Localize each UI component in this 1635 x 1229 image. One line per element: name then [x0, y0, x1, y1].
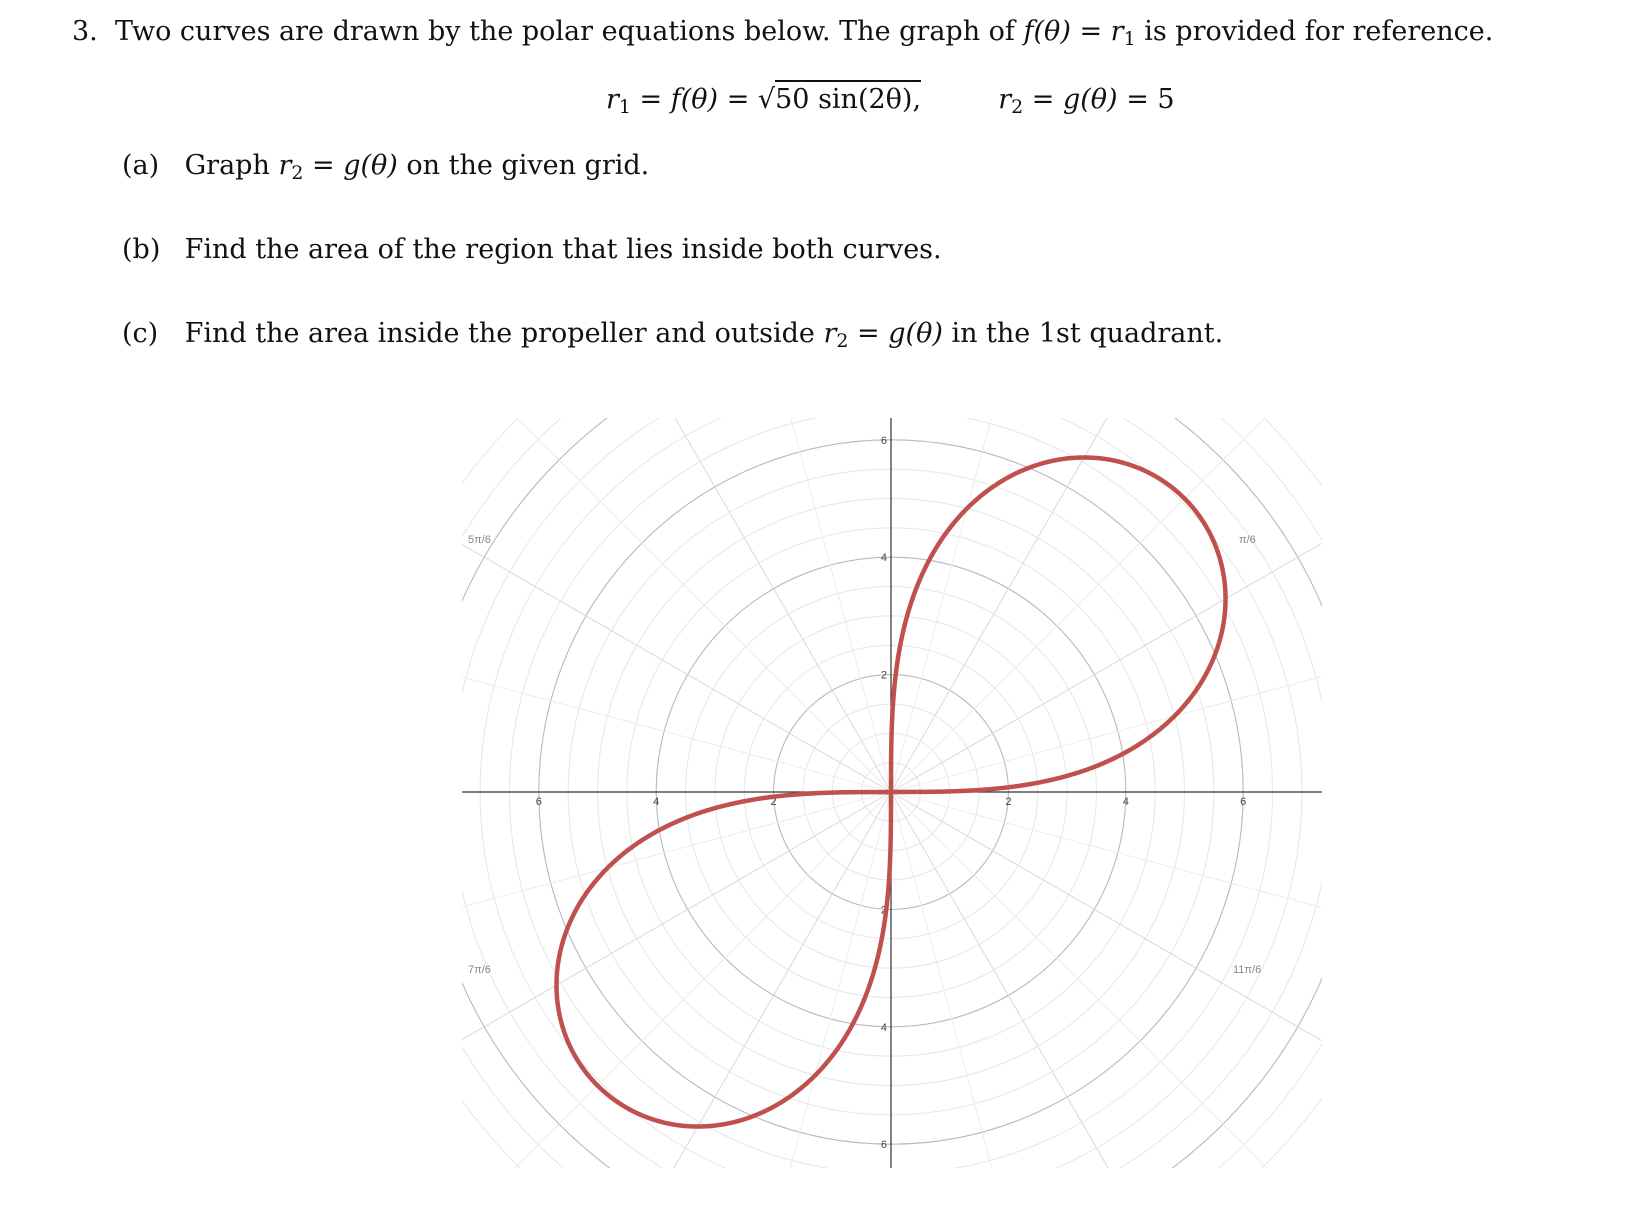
part-c-label: (c): [122, 318, 159, 349]
polar-graph[interactable]: [462, 418, 1322, 1168]
grid-radial-line: [891, 792, 1322, 1168]
y-tick-label: 2: [880, 669, 887, 682]
part-c: (c) Find the area inside the propeller and outside r2 = g(θ) in the 1st quadrant.: [122, 318, 1224, 353]
sqrt-argument: 50 sin(2θ),: [775, 80, 921, 115]
y-tick-label: 6: [880, 1139, 887, 1152]
grid-radial-line: [462, 792, 891, 1168]
intro-text-a: Two curves are drawn by the polar equations below. The graph of: [114, 16, 1015, 47]
angle-label: 7π/6: [468, 964, 491, 976]
grid-radial-line: [462, 418, 891, 792]
y-tick-label: 4: [880, 552, 887, 565]
x-tick-label: 4: [653, 796, 660, 808]
r1-symbol: r1: [1110, 16, 1136, 51]
grid-radial-line: [462, 418, 891, 792]
part-b-label: (b): [122, 234, 161, 265]
y-tick-label: 2: [880, 904, 887, 917]
part-a: (a) Graph r2 = g(θ) on the given grid.: [122, 150, 650, 185]
grid-radial-line: [462, 418, 891, 792]
y-tick-label: 4: [880, 1021, 887, 1034]
grid-radial-line: [462, 792, 891, 1168]
equations-display: r1 = f(θ) = √50 sin(2θ), r2 = g(θ) = 5: [606, 84, 1175, 115]
x-tick-label: 2: [770, 796, 777, 808]
g-function: g(θ): [1062, 84, 1118, 115]
angle-label: 11π/6: [1233, 964, 1262, 976]
g-value: 5: [1157, 84, 1175, 115]
part-b: (b) Find the area of the region that lies inside both curves.: [122, 234, 942, 265]
grid-radial-line: [891, 559, 1322, 792]
grid-radial-line: [462, 559, 891, 792]
f-function: f(θ): [670, 84, 719, 115]
f-theta: f(θ): [1023, 16, 1071, 47]
x-tick-label: 6: [535, 796, 542, 808]
x-tick-label: 6: [1240, 796, 1247, 808]
grid-radial-line: [891, 792, 1322, 1025]
question-number: 3.: [72, 16, 98, 47]
grid-radial-line: [891, 792, 1322, 1168]
angle-label: 5π/6: [468, 534, 491, 546]
r1-eq-lhs: r1: [606, 84, 631, 119]
intro-text-b: is provided for reference.: [1144, 16, 1494, 47]
x-tick-label: 2: [1005, 796, 1012, 808]
angle-label: π/6: [1239, 534, 1256, 546]
y-tick-label: 6: [880, 434, 887, 447]
grid-radial-line: [462, 792, 891, 1025]
grid-radial-line: [462, 792, 891, 1168]
sqrt-sign: √: [757, 84, 776, 115]
r2-eq-lhs: r2: [998, 84, 1024, 119]
x-tick-label: 4: [1122, 796, 1129, 808]
part-a-label: (a): [122, 150, 160, 181]
question-intro: 3. Two curves are drawn by the polar equations below. The graph of f(θ) = r1 is provided for reference.: [72, 16, 1494, 51]
grid-radial-line: [891, 792, 1322, 1168]
